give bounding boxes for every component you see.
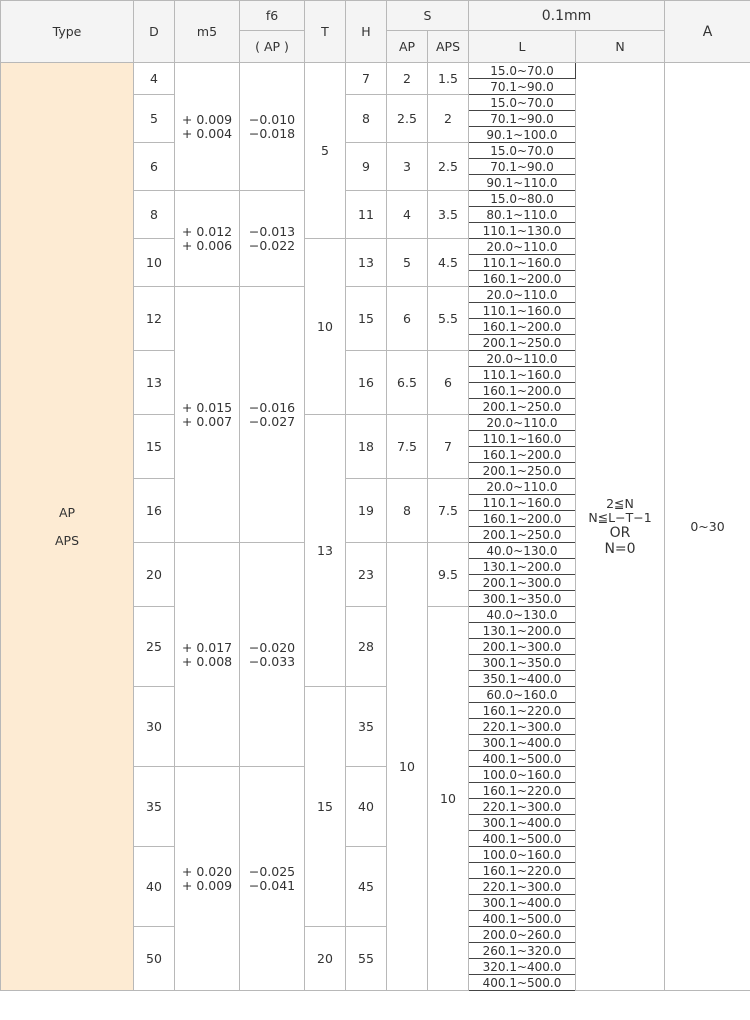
header-s-ap: AP	[387, 31, 428, 63]
d-value: 12	[134, 287, 175, 351]
header-t: T	[305, 1, 346, 63]
t-value: 20	[305, 927, 346, 991]
l-range: 260.1~320.0	[469, 943, 576, 959]
m5-upper: + 0.017	[181, 639, 233, 655]
l-range: 300.1~400.0	[469, 895, 576, 911]
h-value: 8	[346, 95, 387, 143]
l-range: 110.1~160.0	[469, 303, 576, 319]
l-range: 300.1~400.0	[469, 735, 576, 751]
s-ap-value: 3	[387, 143, 428, 191]
d-value: 25	[134, 607, 175, 687]
t-value: 10	[305, 239, 346, 415]
l-range: 20.0~110.0	[469, 287, 576, 303]
l-range: 20.0~110.0	[469, 415, 576, 431]
l-range: 40.0~130.0	[469, 607, 576, 623]
h-value: 7	[346, 63, 387, 95]
m5-tolerance	[175, 287, 240, 543]
f6-lower: −0.018	[248, 125, 296, 141]
d-value: 10	[134, 239, 175, 287]
d-value: 30	[134, 687, 175, 767]
d-value: 4	[134, 63, 175, 95]
f6-lower: −0.041	[248, 877, 296, 893]
f6-upper: −0.010	[248, 111, 296, 127]
l-range: 350.1~400.0	[469, 671, 576, 687]
d-value: 20	[134, 543, 175, 607]
f6-tolerance	[240, 287, 305, 543]
d-value: 15	[134, 415, 175, 479]
l-range: 200.1~250.0	[469, 335, 576, 351]
header-type: Type	[1, 1, 134, 63]
l-range: 320.1~400.0	[469, 959, 576, 975]
d-value: 40	[134, 847, 175, 927]
l-range: 70.1~90.0	[469, 159, 576, 175]
d-value: 16	[134, 479, 175, 543]
l-range: 130.1~200.0	[469, 623, 576, 639]
h-value: 15	[346, 287, 387, 351]
d-value: 50	[134, 927, 175, 991]
l-range: 15.0~80.0	[469, 191, 576, 207]
m5-upper: + 0.020	[181, 863, 233, 879]
l-range: 110.1~160.0	[469, 367, 576, 383]
f6-upper: −0.020	[248, 639, 296, 655]
d-value: 35	[134, 767, 175, 847]
n-rule	[576, 63, 665, 991]
f6-lower: −0.022	[248, 237, 296, 253]
l-range: 160.1~200.0	[469, 511, 576, 527]
l-range: 110.1~160.0	[469, 431, 576, 447]
f6-lower: −0.027	[248, 413, 296, 429]
m5-upper: + 0.015	[181, 399, 233, 415]
l-range: 400.1~500.0	[469, 831, 576, 847]
h-value: 18	[346, 415, 387, 479]
l-range: 20.0~110.0	[469, 351, 576, 367]
d-value: 13	[134, 351, 175, 415]
header-n: N	[576, 31, 665, 63]
n-rule-line: N=0	[604, 540, 636, 557]
s-ap-value: 6	[387, 287, 428, 351]
header-f6: f6	[240, 1, 305, 31]
l-range: 100.0~160.0	[469, 767, 576, 783]
l-range: 40.0~130.0	[469, 543, 576, 559]
header-d: D	[134, 1, 175, 63]
s-aps-value: 2	[428, 95, 469, 143]
l-range: 200.1~250.0	[469, 463, 576, 479]
h-value: 40	[346, 767, 387, 847]
l-range: 15.0~70.0	[469, 95, 576, 111]
l-range: 70.1~90.0	[469, 111, 576, 127]
l-range: 200.1~300.0	[469, 575, 576, 591]
l-range: 160.1~200.0	[469, 447, 576, 463]
l-range: 15.0~70.0	[469, 143, 576, 159]
l-range: 160.1~200.0	[469, 319, 576, 335]
m5-tolerance	[175, 63, 240, 191]
t-value: 15	[305, 687, 346, 927]
header-s: S	[387, 1, 469, 31]
s-ap-value: 4	[387, 191, 428, 239]
f6-lower: −0.033	[248, 653, 296, 669]
type-value: APS	[54, 532, 80, 548]
l-range: 400.1~500.0	[469, 975, 576, 991]
f6-tolerance	[240, 767, 305, 991]
f6-tolerance	[240, 543, 305, 767]
l-range: 160.1~200.0	[469, 383, 576, 399]
f6-upper: −0.013	[248, 223, 296, 239]
l-range: 70.1~90.0	[469, 79, 576, 95]
l-range: 300.1~350.0	[469, 655, 576, 671]
s-aps-value: 2.5	[428, 143, 469, 191]
l-range: 220.1~300.0	[469, 879, 576, 895]
m5-tolerance	[175, 767, 240, 991]
l-range: 15.0~70.0	[469, 63, 576, 79]
m5-lower: + 0.004	[181, 125, 233, 141]
m5-upper: + 0.009	[181, 111, 233, 127]
t-value: 13	[305, 415, 346, 687]
l-range: 200.1~300.0	[469, 639, 576, 655]
s-ap-value: 6.5	[387, 351, 428, 415]
l-range: 200.1~250.0	[469, 399, 576, 415]
s-ap-value: 8	[387, 479, 428, 543]
h-value: 16	[346, 351, 387, 415]
l-range: 300.1~350.0	[469, 591, 576, 607]
d-value: 8	[134, 191, 175, 239]
s-ap-value: 10	[387, 543, 428, 991]
s-ap-value: 2.5	[387, 95, 428, 143]
h-value: 35	[346, 687, 387, 767]
l-range: 220.1~300.0	[469, 799, 576, 815]
header-unit: 0.1mm	[469, 1, 665, 31]
l-range: 100.0~160.0	[469, 847, 576, 863]
l-range: 110.1~160.0	[469, 255, 576, 271]
m5-lower: + 0.007	[181, 413, 233, 429]
s-aps-value: 4.5	[428, 239, 469, 287]
header-m5: m5	[175, 1, 240, 63]
s-aps-value: 6	[428, 351, 469, 415]
s-ap-value: 7.5	[387, 415, 428, 479]
l-range: 160.1~220.0	[469, 863, 576, 879]
header-h: H	[346, 1, 387, 63]
h-value: 13	[346, 239, 387, 287]
l-range: 160.1~220.0	[469, 783, 576, 799]
l-range: 200.0~260.0	[469, 927, 576, 943]
n-rule-line: N≦L−T−1	[588, 509, 652, 525]
m5-tolerance	[175, 543, 240, 767]
h-value: 45	[346, 847, 387, 927]
h-value: 28	[346, 607, 387, 687]
header-s-aps: APS	[428, 31, 469, 63]
l-range: 200.1~250.0	[469, 527, 576, 543]
l-range: 60.0~160.0	[469, 687, 576, 703]
header-f6-sub: ( AP )	[240, 31, 305, 63]
f6-tolerance	[240, 63, 305, 191]
h-value: 55	[346, 927, 387, 991]
l-range: 110.1~130.0	[469, 223, 576, 239]
m5-lower: + 0.009	[181, 877, 233, 893]
type-cell	[1, 63, 134, 991]
s-aps-value: 1.5	[428, 63, 469, 95]
l-range: 400.1~500.0	[469, 751, 576, 767]
s-aps-value: 10	[428, 607, 469, 991]
l-range: 160.1~200.0	[469, 271, 576, 287]
s-aps-value: 7.5	[428, 479, 469, 543]
l-range: 400.1~500.0	[469, 911, 576, 927]
h-value: 11	[346, 191, 387, 239]
f6-tolerance	[240, 191, 305, 287]
l-range: 110.1~160.0	[469, 495, 576, 511]
m5-upper: + 0.012	[181, 223, 233, 239]
type-value: AP	[58, 504, 76, 520]
n-rule-line: 2≦N	[606, 495, 634, 511]
h-value: 9	[346, 143, 387, 191]
l-range: 130.1~200.0	[469, 559, 576, 575]
l-range: 20.0~110.0	[469, 479, 576, 495]
h-value: 23	[346, 543, 387, 607]
s-aps-value: 9.5	[428, 543, 469, 607]
l-range: 80.1~110.0	[469, 207, 576, 223]
l-range: 160.1~220.0	[469, 703, 576, 719]
f6-upper: −0.016	[248, 399, 296, 415]
f6-upper: −0.025	[248, 863, 296, 879]
l-range: 220.1~300.0	[469, 719, 576, 735]
s-aps-value: 5.5	[428, 287, 469, 351]
m5-lower: + 0.006	[181, 237, 233, 253]
s-ap-value: 2	[387, 63, 428, 95]
t-value: 5	[305, 63, 346, 239]
l-range: 90.1~110.0	[469, 175, 576, 191]
a-value: 0~30	[665, 63, 750, 991]
s-aps-value: 3.5	[428, 191, 469, 239]
s-aps-value: 7	[428, 415, 469, 479]
l-range: 20.0~110.0	[469, 239, 576, 255]
d-value: 6	[134, 143, 175, 191]
d-value: 5	[134, 95, 175, 143]
l-range: 300.1~400.0	[469, 815, 576, 831]
header-a: A	[665, 1, 750, 63]
l-range: 90.1~100.0	[469, 127, 576, 143]
m5-tolerance	[175, 191, 240, 287]
header-l: L	[469, 31, 576, 63]
s-ap-value: 5	[387, 239, 428, 287]
n-rule-line: OR	[609, 524, 631, 541]
h-value: 19	[346, 479, 387, 543]
m5-lower: + 0.008	[181, 653, 233, 669]
